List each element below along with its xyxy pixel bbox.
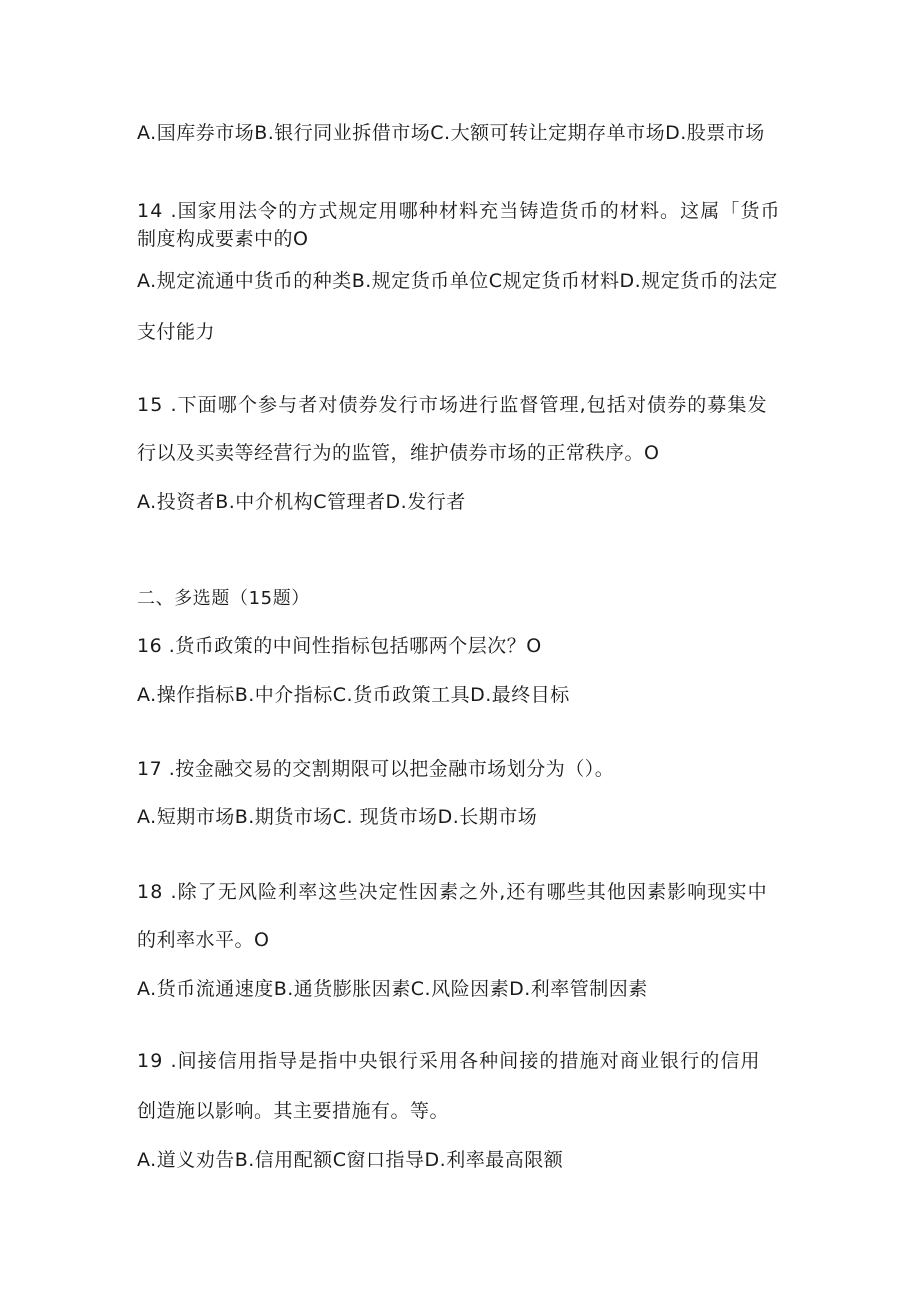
q16-options: A.操作指标B.中介指标C.货币政策工具D.最终目标 <box>137 684 570 706</box>
q16-question: 16 .货币政策的中间性指标包括哪两个层次？O <box>137 635 542 657</box>
q15-question-line-1: 15 .下面哪个参与者对债券发行市场进行监督管理,包括对债券的募集发 <box>137 394 768 416</box>
q14-options-line-2: 支付能力 <box>137 321 216 343</box>
q14-question-line-2: 制度构成要素中的O <box>137 228 309 250</box>
q19-question-line-1: 19 .间接信用指导是指中央银行采用各种间接的措施对商业银行的信用 <box>137 1050 761 1072</box>
q13-options: A.国库券市场B.银行同业拆借市场C.大额可转让定期存单市场D.股票市场 <box>137 122 765 144</box>
section-heading-multiple-choice: 二、多选题（15题） <box>137 588 310 609</box>
q14-question-line-1: 14 .国家用法令的方式规定用哪种材料充当铸造货币的材料。这属「货币 <box>137 200 781 222</box>
q17-question: 17 .按金融交易的交割期限可以把金融市场划分为（）。 <box>137 758 615 780</box>
q18-question-line-2: 的利率水平。O <box>137 929 270 951</box>
q18-question-line-1: 18 .除了无风险利率这些决定性因素之外,还有哪些其他因素影响现实中 <box>137 881 768 903</box>
q15-question-line-2: 行以及买卖等经营行为的监管，维护债券市场的正常秩序。O <box>137 442 660 464</box>
q15-options: A.投资者B.中介机构C管理者D.发行者 <box>137 491 466 513</box>
q19-options: A.道义劝告B.信用配额C窗口指导D.利率最高限额 <box>137 1149 564 1171</box>
q19-question-line-2: 创造施以影响。其主要措施有。等。 <box>137 1100 450 1122</box>
q17-options: A.短期市场B.期货市场C. 现货市场D.长期市场 <box>137 806 538 828</box>
q14-options-line-1: A.规定流通中货币的种类B.规定货币单位C规定货币材料D.规定货币的法定 <box>137 270 778 292</box>
q18-options: A.货币流通速度B.通货膨胀因素C.风险因素D.利率管制因素 <box>137 978 648 1000</box>
